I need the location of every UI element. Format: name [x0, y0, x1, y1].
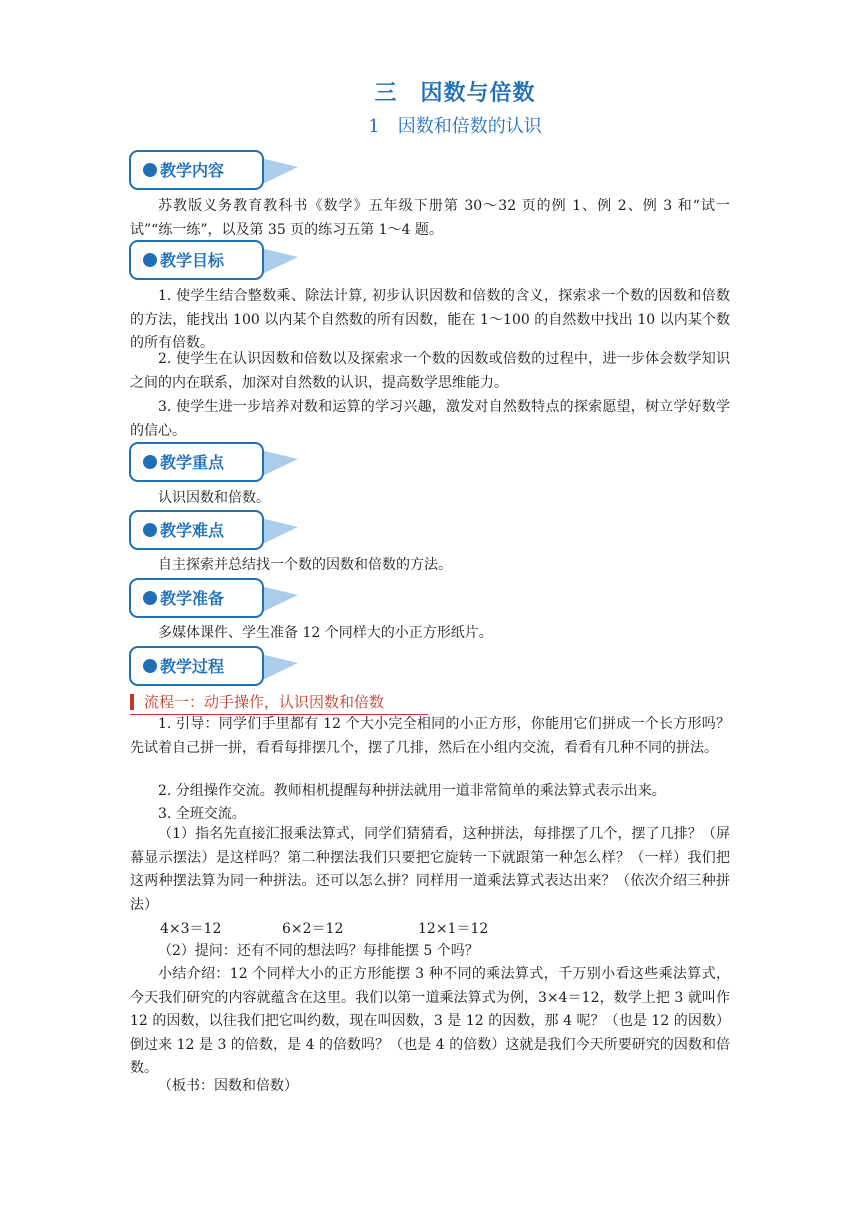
chapter-title: 三 因数与倍数 [374, 81, 536, 106]
flow-heading [130, 690, 428, 715]
section-heading-difficulty [128, 510, 303, 552]
section-heading-process [128, 646, 303, 688]
content-text: 苏教版义务教育教科书《数学》五年级下册第 30～32 页的例 1、例 2、例 3 和“试一试”“练一练”，以及第 35 页的练习五第 1～4 题。 [130, 198, 730, 238]
bullet-dot-icon [143, 163, 157, 177]
goal-item-3: 3. 使学生进一步培养对数和运算的学习兴趣，激发对自然数特点的探索愿望，树立学好数学的信心。 [130, 399, 730, 439]
bullet-dot-icon [143, 659, 157, 673]
flow-marker-icon [130, 694, 134, 710]
equation-1: 4×3＝12 [160, 921, 222, 937]
process-paragraph-3: 3. 全班交流。 [158, 806, 246, 822]
process-paragraph-2: 2. 分组操作交流。教师相机提醒每种拼法就用一道非常简单的乘法算式表示出来。 [158, 783, 666, 799]
flow-title: 流程一：动手操作，认识因数和倍数 [144, 693, 385, 711]
section-label: 教学重点 [160, 453, 225, 472]
equation-3: 12×1＝12 [418, 921, 489, 937]
equation-2: 6×2＝12 [282, 921, 344, 937]
section-label: 教学目标 [160, 251, 225, 270]
section-label: 教学难点 [160, 521, 225, 540]
process-paragraph-6: 小结介绍：12 个同样大小的正方形能摆 3 种不同的乘法算式，千万别小看这些乘法算式，今天我们研究的内容就蕴含在这里。我们以第一道乘法算式为例，3×4＝12，数学上把 3 就叫作 12 的因数，以往我们把它叫约数，现在叫因数，3 是 12 的因数，那 4 呢？（也是 12 的因数）倒过来 12 是 3 的倍数，是 4 的倍数吗？（也是 4 的倍数）这就是我们今天所要研究的因数和倍数。 [130, 966, 730, 1076]
process-paragraph-7: （板书：因数和倍数） [158, 1078, 298, 1094]
section-heading-key-point [128, 442, 303, 484]
goal-item-1: 1. 使学生结合整数乘、除法计算, 初步认识因数和倍数的含义，探索求一个数的因数和倍数的方法，能找出 100 以内某个自然数的所有因数，能在 1～100 的自然数中找出 10 以内某个数的所有倍数。 [130, 288, 730, 351]
key-point-text: 认识因数和倍数。 [158, 490, 270, 506]
difficulty-text: 自主探索并总结找一个数的因数和倍数的方法。 [158, 557, 452, 573]
lesson-title: 1 因数和倍数的认识 [368, 116, 542, 137]
process-paragraph-4: （1）指名先直接汇报乘法算式，同学们猜猜看，这种拼法，每排摆了几个，摆了几排？（屏幕显示摆法）是这样吗？第二种摆法我们只要把它旋转一下就跟第一种怎么样？（一样）我们把这两种摆法算为同一种拼法。还可以怎么拼？同样用一道乘法算式表达出来？（依次介绍三种拼法） [130, 826, 730, 913]
process-paragraph-1: 1. 引导：同学们手里都有 12 个大小完全相同的小正方形，你能用它们拼成一个长方形吗？先试着自己拼一拼，看看每排摆几个，摆了几排，然后在小组内交流，看看有几种不同的拼法。 [130, 716, 730, 756]
section-heading-preparation [128, 578, 303, 620]
goal-item-2: 2. 使学生在认识因数和倍数以及探索求一个数的因数或倍数的过程中，进一步体会数学知识之间的内在联系，加深对自然数的认识，提高数学思维能力。 [130, 351, 730, 391]
bullet-dot-icon [143, 591, 157, 605]
section-heading-goals [128, 240, 303, 282]
bullet-dot-icon [143, 253, 157, 267]
bullet-dot-icon [143, 523, 157, 537]
section-label: 教学准备 [160, 589, 225, 608]
preparation-text: 多媒体课件、学生准备 12 个同样大的小正方形纸片。 [158, 625, 493, 641]
section-label: 教学过程 [160, 657, 225, 676]
bullet-dot-icon [143, 455, 157, 469]
process-paragraph-5: （2）提问：还有不同的想法吗？每排能摆 5 个吗？ [158, 943, 479, 959]
section-heading-content [128, 150, 303, 192]
section-label: 教学内容 [160, 161, 225, 180]
